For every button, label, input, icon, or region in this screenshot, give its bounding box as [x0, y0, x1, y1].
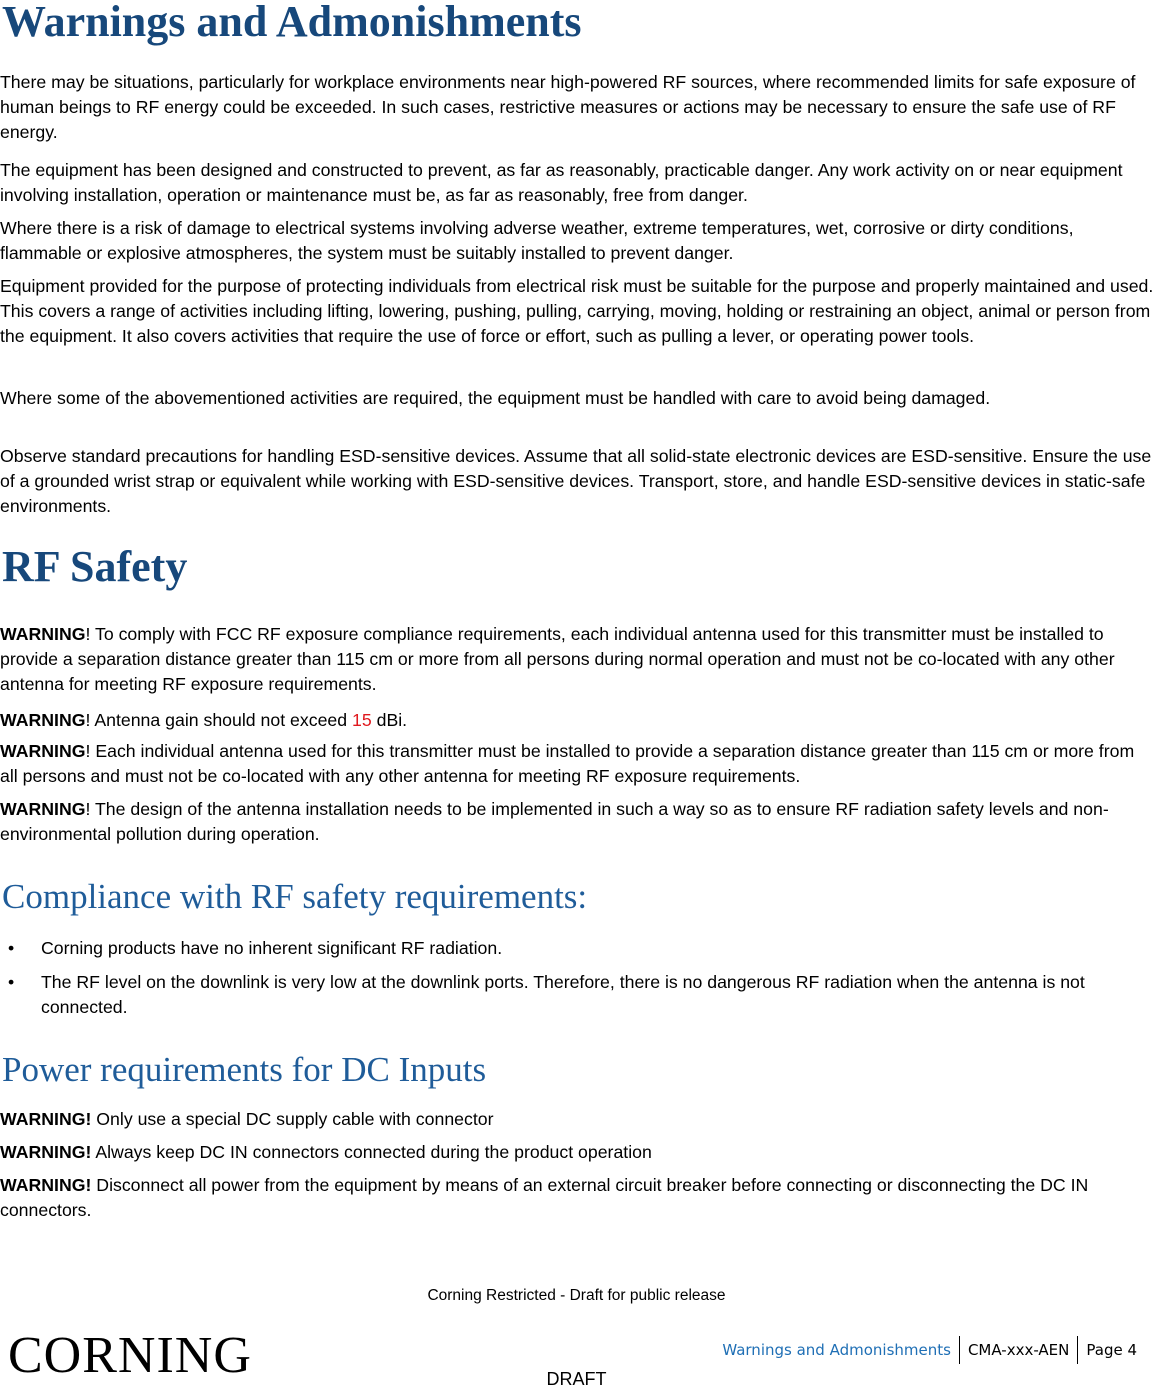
footer-doc-id: CMA-xxx-AEN [967, 1341, 1070, 1359]
list-item-text: Corning products have no inherent significant RF radiation. [41, 938, 503, 958]
warnings-paragraph-1: There may be situations, particularly for workplace environments near high-powered RF sources, where recommended limits for safe exposure of human beings to RF energy could be exceeded. In such cases, restrictive measures or actions may be necessary to ensure the safe use of RF energy. [0, 72, 1136, 142]
warning-label: WARNING! [0, 1175, 92, 1195]
footer-info [714, 1336, 1145, 1364]
footer-page-number: Page 4 [1086, 1341, 1137, 1359]
warning-label: WARNING [0, 710, 86, 730]
footer-section-link[interactable]: Warnings and Admonishments [722, 1341, 951, 1359]
list-item [0, 936, 1153, 961]
warnings-paragraph-4: Equipment provided for the purpose of protecting individuals from electrical risk must be suitable for the purpose and properly maintained and used. This covers a range of activities including lifting, lowering, pushing, pulling, carrying, moving, holding or restraining an object, animal or person from the equipment. It also covers activities that require the use of force or effort, such as pulling a lever, or operating power tools. [0, 276, 1153, 346]
rf-warning-4-text: ! The design of the antenna installation needs to be implemented in such a way so as to ensure RF radiation safety levels and non-environmental pollution during operation. [0, 799, 1109, 844]
warning-label: WARNING [0, 624, 86, 644]
power-warning-2-text: Always keep DC IN connectors connected during the product operation [91, 1142, 652, 1162]
rf-warning-2-unit: dBi. [371, 710, 408, 730]
power-warning-1 [0, 1107, 1153, 1132]
bullet-icon: • [8, 938, 15, 958]
warning-label: WARNING! [0, 1109, 92, 1129]
list-item [0, 970, 1153, 1020]
antenna-gain-value: 15 [352, 710, 372, 730]
rf-warning-3 [0, 739, 1153, 789]
warning-label: WARNING [0, 799, 86, 819]
warning-label: WARNING [0, 741, 86, 761]
power-heading: Power requirements for DC Inputs [2, 1050, 487, 1089]
warnings-heading: Warnings and Admonishments [2, 0, 582, 46]
warnings-paragraph-3: Where there is a risk of damage to electrical systems involving adverse weather, extreme temperatures, wet, corrosive or dirty conditions, flammable or explosive atmospheres, the system must be suitably installed to prevent danger. [0, 218, 1074, 263]
power-warning-2 [0, 1140, 1153, 1165]
power-warning-3-text: Disconnect all power from the equipment by means of an external circuit breaker before connecting or disconnecting the DC IN connectors. [0, 1175, 1089, 1220]
bullet-icon: • [8, 972, 15, 992]
warnings-paragraph-5: Where some of the abovementioned activities are required, the equipment must be handled with care to avoid being damaged. [0, 388, 991, 408]
rf-warning-4 [0, 797, 1153, 847]
warning-label: WARNING! [0, 1142, 92, 1162]
draft-label: DRAFT [546, 1369, 607, 1389]
footer-note: Corning Restricted - Draft for public release [427, 1287, 726, 1304]
warnings-paragraph-2: The equipment has been designed and constructed to prevent, as far as reasonably, practicable danger. Any work activity on or near equipment involving installation, operation or maintenance must be, as far as reasonably, free from danger. [0, 160, 1123, 205]
rf-safety-heading: RF Safety [2, 542, 188, 591]
rf-warning-2-text: ! Antenna gain should not exceed [85, 710, 352, 730]
rf-warning-2 [0, 708, 1153, 733]
list-item-text: The RF level on the downlink is very low at the downlink ports. Therefore, there is no dangerous RF radiation when the antenna is not connected. [41, 972, 1085, 1017]
rf-warning-3-text: ! Each individual antenna used for this transmitter must be installed to provide a separation distance greater than 115 cm or more from all persons and must not be co-located with any other antenna for meeting RF exposure requirements. [0, 741, 1135, 786]
power-warning-3 [0, 1173, 1153, 1223]
corning-logo: CORNING [8, 1327, 252, 1384]
warnings-paragraph-6: Observe standard precautions for handling ESD-sensitive devices. Assume that all solid-state electronic devices are ESD-sensitive. Ensure the use of a grounded wrist strap or equivalent while working with ESD-sensitive devices. Transport, store, and handle ESD-sensitive devices in static-safe environments. [0, 446, 1152, 516]
rf-warning-1 [0, 622, 1153, 697]
power-warning-1-text: Only use a special DC supply cable with connector [91, 1109, 494, 1129]
rf-warning-1-text: ! To comply with FCC RF exposure compliance requirements, each individual antenna used for this transmitter must be installed to provide a separation distance greater than 115 cm or more from all persons during normal operation and must not be co-located with any other antenna for meeting RF exposure requirements. [0, 624, 1115, 694]
compliance-heading: Compliance with RF safety requirements: [2, 877, 588, 916]
